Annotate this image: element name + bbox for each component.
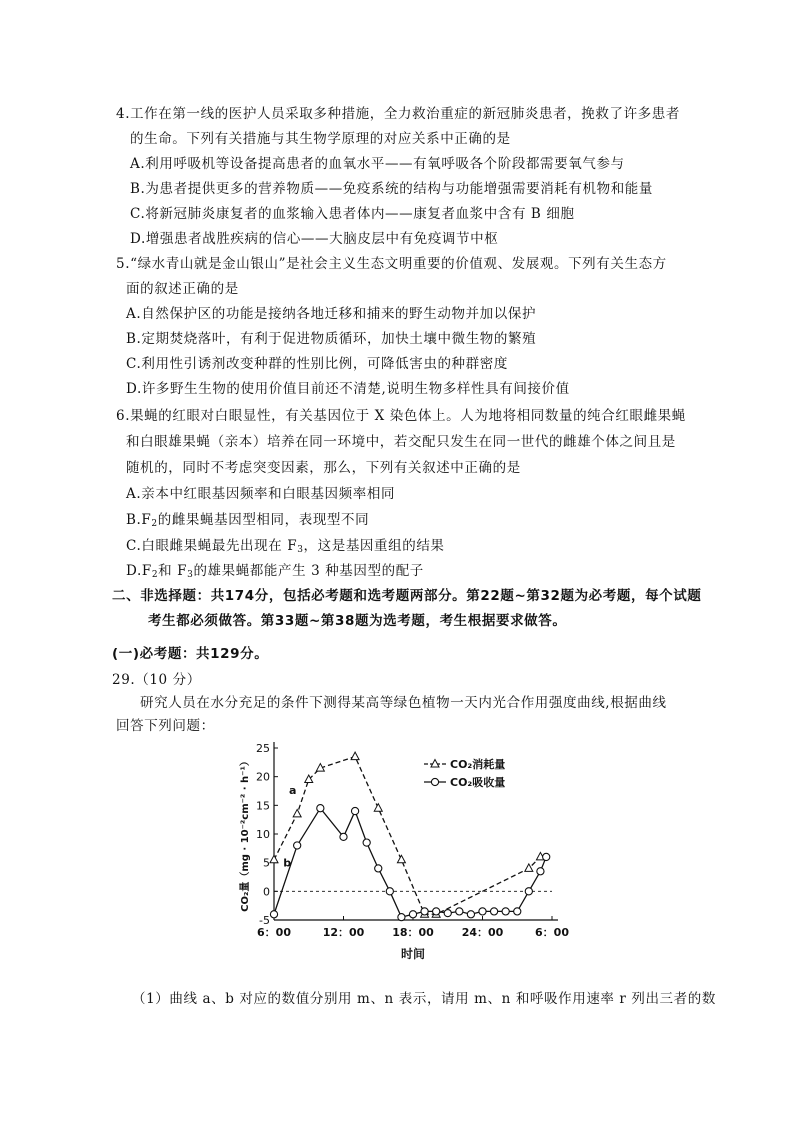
circle-point [363, 839, 370, 846]
circle-point [479, 908, 486, 915]
y-tick-label: 10 [256, 828, 270, 841]
photosynthesis-chart [234, 740, 569, 972]
q5-option-c: C.利用性引诱剂改变种群的性别比例，可降低害虫的种群密度 [126, 356, 508, 372]
circle-point [456, 908, 463, 915]
q6-option-d: $D.F_2$和 $F_3$的雄果蝇都能产生 3 种基因型的配子 [126, 563, 424, 580]
legend-marker-2 [431, 778, 438, 785]
q29-sub1: （1）曲线 a、b 对应的数值分别用 m、n 表示，请用 m、n 和呼吸作用速率 r 列出三者的数 [132, 991, 716, 1007]
q6-stem-line3: 随机的，同时不考虑突变因素，那么，下列有关叙述中正确的是 [126, 460, 521, 476]
circle-point [317, 805, 324, 812]
circle-point [270, 911, 277, 918]
circle-point [398, 914, 405, 921]
circle-point [409, 911, 416, 918]
x-axis-label: 时间 [400, 947, 426, 961]
circle-point [444, 910, 451, 917]
y-tick-label: 0 [263, 885, 270, 899]
y-tick-label: 25 [256, 742, 270, 755]
circle-point [294, 842, 301, 849]
legend-label-2: CO₂吸收量 [450, 776, 506, 789]
required-heading: (一)必考题：共129分。 [112, 646, 269, 662]
q4-option-d: D.增强患者战胜疾病的信心——大脑皮层中有免疫调节中枢 [130, 231, 499, 247]
circle-point [340, 833, 347, 840]
q6-stem-line2: 和白眼雄果蝇（亲本）培养在同一环境中，若交配只发生在同一世代的雌雄个体之间且是 [126, 434, 676, 450]
circle-point [386, 888, 393, 895]
circle-point [421, 908, 428, 915]
y-axis-label: CO₂量（mg · 10⁻²cm⁻² · h⁻¹） [240, 756, 251, 912]
q6-option-a: A.亲本中红眼基因频率和白眼基因频率相同 [126, 486, 396, 502]
q5-stem-line1: 5.“绿水青山就是金山银山”是社会主义生态文明重要的价值观、发展观。下列有关生态方 [116, 256, 667, 272]
curve-label-a: a [289, 783, 297, 797]
section2-line2: 考生都必须做答。第33题~第38题为选考题，考生根据要求做答。 [148, 613, 567, 629]
y-tick-label: 5 [263, 856, 270, 870]
y-tick-label: 20 [256, 770, 270, 784]
q5-option-a: A.自然保护区的功能是接纳各地迁移和捕来的野生动物并加以保护 [126, 306, 537, 322]
q6-stem-line1: 6.果蝇的红眼对白眼显性，有关基因位于 X 染色体上。人为地将相同数量的纯合红眼雌果蝇 [116, 408, 686, 424]
circle-point [543, 853, 550, 860]
q6-option-c: C.白眼雌果蝇最先出现在 $F_3$，这是基因重组的结果 [126, 538, 445, 555]
q4-option-a: A.利用呼吸机等设备提高患者的血氧水平——有氧呼吸各个阶段都需要氧气参与 [130, 156, 625, 172]
x-tick-label: 24：00 [461, 926, 504, 939]
circle-point [490, 908, 497, 915]
triangle-point [374, 804, 382, 812]
q6-option-b: $B.F_2$的雌果蝇基因型相同，表现型不同 [126, 512, 370, 529]
x-tick-label: 6：00 [257, 926, 291, 939]
q4-option-b: B.为患者提供更多的营养物质——免疫系统的结构与功能增强需要消耗有机物和能量 [130, 181, 654, 197]
q29-intro-line2: 回答下列问题： [116, 718, 215, 734]
y-tick-label: -5 [259, 914, 270, 927]
q4-stem-line2: 的生命。下列有关措施与其生物学原理的对应关系中正确的是 [130, 131, 511, 147]
triangle-point [293, 809, 301, 817]
triangle-point [270, 855, 278, 863]
q5-option-b: B.定期焚烧落叶，有利于促进物质循环，加快土壤中微生物的繁殖 [126, 331, 537, 347]
circle-point [502, 908, 509, 915]
circle-point [537, 868, 544, 875]
legend-label-1: CO₂消耗量 [450, 758, 506, 771]
curve-label-b: b [283, 856, 292, 870]
q29-number: 29.（10 分） [112, 672, 201, 688]
circle-point [514, 908, 521, 915]
section2-line1: 二、非选择题：共174分，包括必考题和选考题两部分。第22题~第32题为必考题，每个试题 [112, 588, 702, 604]
circle-point [467, 911, 474, 918]
x-tick-label: 6：00 [535, 926, 569, 939]
y-tick-label: 15 [256, 799, 270, 813]
circle-point [433, 908, 440, 915]
x-tick-label: 12：00 [322, 926, 365, 939]
series-line-2 [274, 808, 546, 917]
circle-point [375, 865, 382, 872]
x-tick-label: 18：00 [392, 926, 434, 939]
circle-point [525, 888, 532, 895]
q29-intro-line1: 研究人员在水分充足的条件下测得某高等绿色植物一天内光合作用强度曲线,根据曲线 [140, 695, 667, 711]
triangle-point [397, 855, 405, 863]
triangle-point [351, 752, 359, 760]
circle-point [351, 807, 358, 814]
q5-stem-line2: 面的叙述正确的是 [126, 281, 239, 297]
q4-stem-line1: 4.工作在第一线的医护人员采取多种措施，全力救治重症的新冠肺炎患者，挽救了许多患者 [116, 106, 680, 122]
q5-option-d: D.许多野生生物的使用价值目前还不清楚,说明生物多样性具有间接价值 [126, 381, 570, 397]
legend-marker-1 [431, 760, 439, 768]
q4-option-c: C.将新冠肺炎康复者的血浆输入患者体内——康复者血浆中含有 B 细胞 [130, 206, 575, 222]
